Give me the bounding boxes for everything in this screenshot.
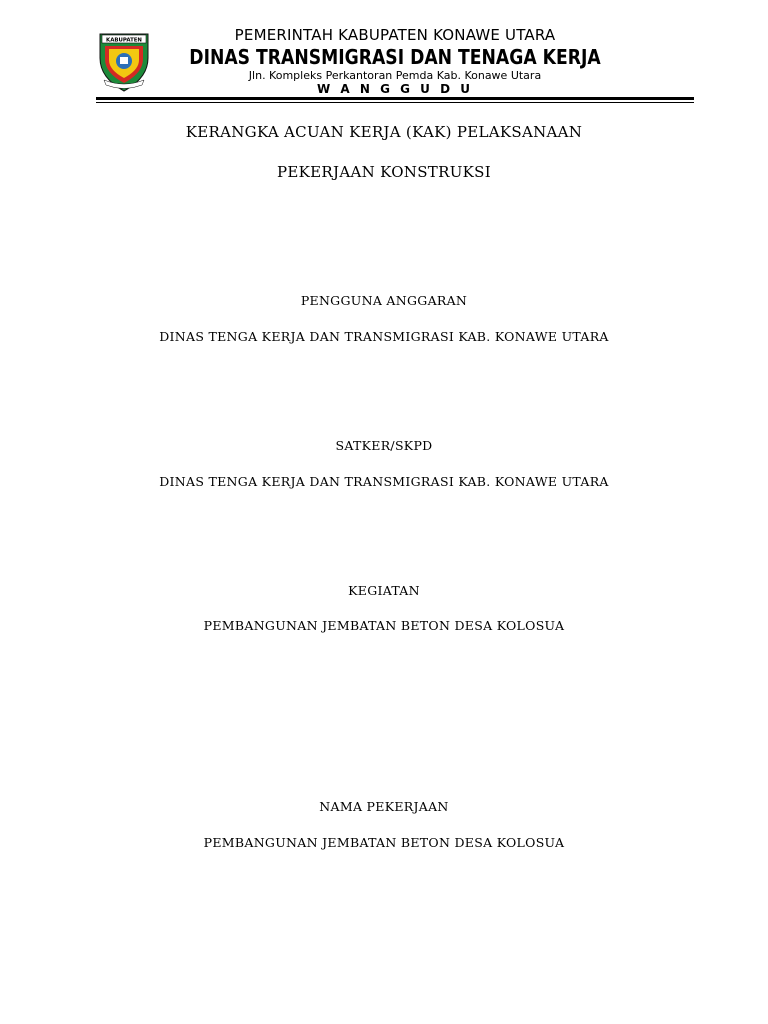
government-name: PEMERINTAH KABUPATEN KONAWE UTARA xyxy=(234,26,556,44)
job-name-value: PEMBANGUNAN JEMBATAN BETON DESA KOLOSUA xyxy=(203,835,565,850)
document-title-line-1: KERANGKA ACUAN KERJA (KAK) PELAKSANAAN xyxy=(185,123,583,141)
letterhead xyxy=(96,22,694,104)
activity-heading: KEGIATAN xyxy=(348,583,420,598)
office-address: Jln. Kompleks Perkantoran Pemda Kab. Konawe Utara xyxy=(248,69,542,82)
office-city: W A N G G U D U xyxy=(317,82,473,96)
office-name: DINAS TRANSMIGRASI DAN TENAGA KERJA xyxy=(189,45,601,69)
letterhead-rule-thin xyxy=(96,102,694,103)
budget-user-heading: PENGGUNA ANGGARAN xyxy=(300,293,468,308)
svg-text:KABUPATEN: KABUPATEN xyxy=(106,37,142,44)
activity-value: PEMBANGUNAN JEMBATAN BETON DESA KOLOSUA xyxy=(203,618,565,633)
job-name-heading: NAMA PEKERJAAN xyxy=(319,799,449,814)
letterhead-rule-thick xyxy=(96,97,694,100)
budget-user-value: DINAS TENGA KERJA DAN TRANSMIGRASI KAB. KONAWE UTARA xyxy=(159,329,609,344)
work-unit-heading: SATKER/SKPD xyxy=(335,438,433,453)
work-unit-value: DINAS TENGA KERJA DAN TRANSMIGRASI KAB. KONAWE UTARA xyxy=(159,474,609,489)
document-title-line-2: PEKERJAAN KONSTRUKSI xyxy=(277,163,491,181)
